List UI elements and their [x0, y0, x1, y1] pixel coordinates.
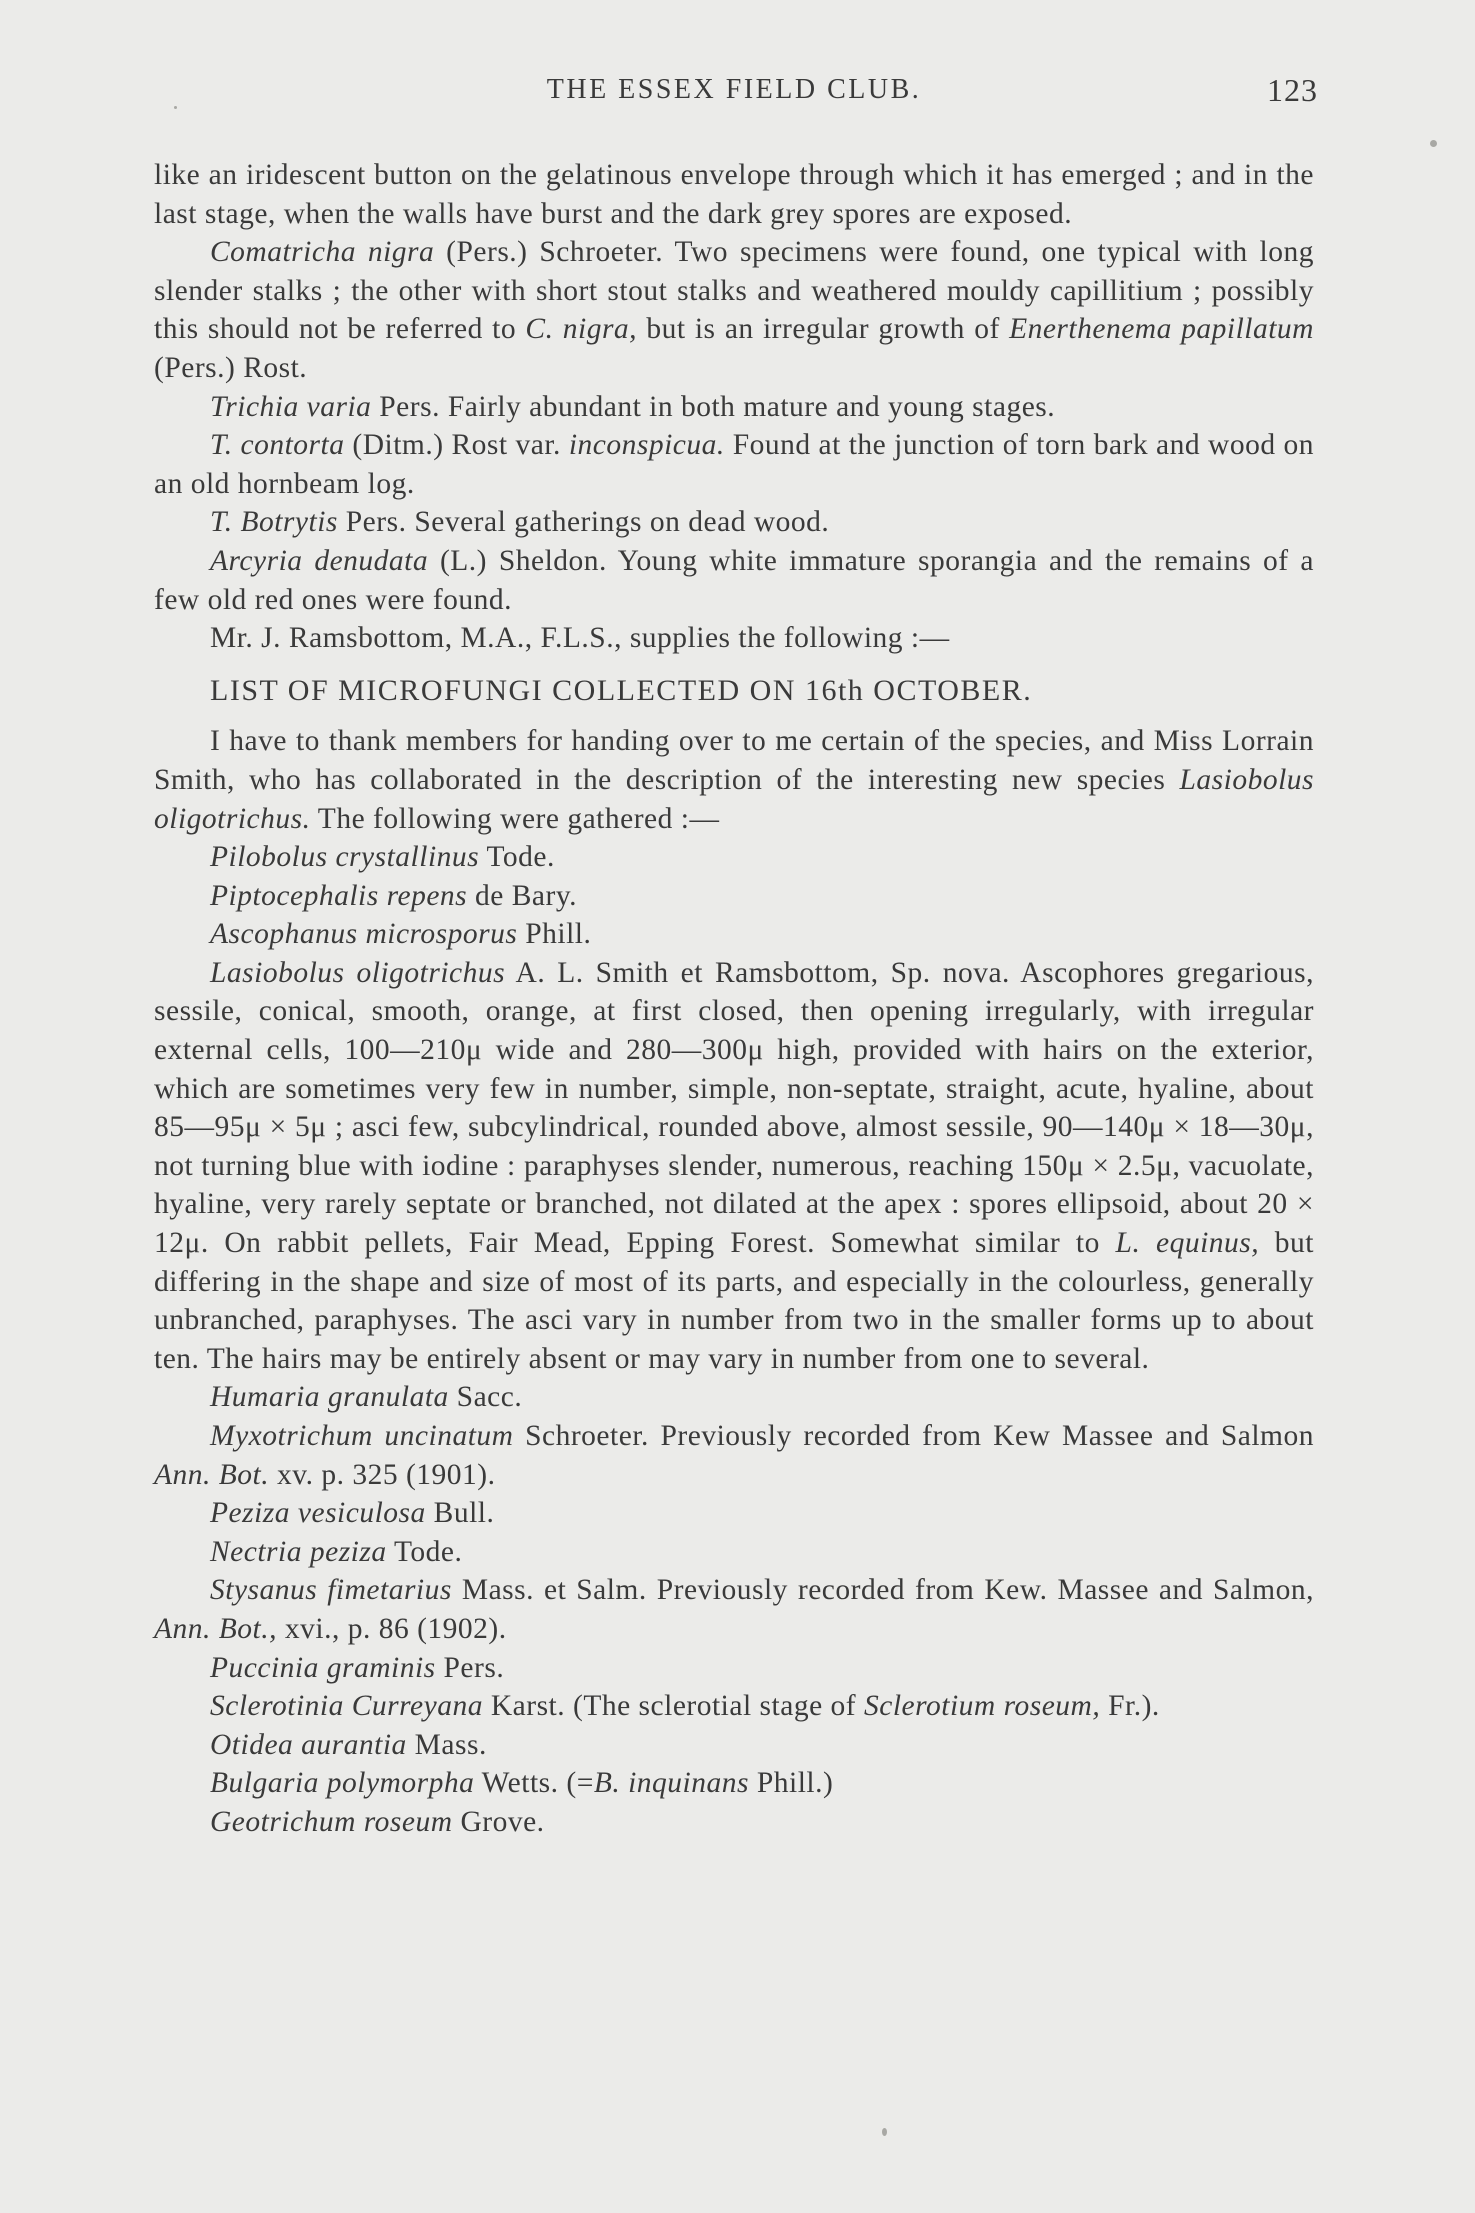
paragraph-text: like an iridescent button on the gelatinous envelope through which it has emerged ; and in the last stage, when the walls have burst and the dark grey spores are exposed.	[154, 159, 1314, 230]
species-name: Geotrichum roseum	[210, 1805, 453, 1838]
paragraph-continuation	[154, 156, 1314, 233]
paragraph-text: Mr. J. Ramsbottom, M.A., F.L.S., supplies the following :—	[210, 622, 950, 655]
paper-speck	[882, 2128, 887, 2136]
paragraph-ramsbottom	[154, 619, 1314, 658]
species-bulgaria	[154, 1764, 1314, 1803]
species-name: inconspicua.	[568, 429, 725, 462]
species-text: A. L. Smith et Ramsbottom, Sp. nova. Ascophores gregarious, sessile, conical, smooth, orange, at first closed, then opening irregularly, with irregular external cells, 100—210μ wide and 280—300μ high, provided with hairs on the exterior, which are sometimes very few in number, simple, non-septate, straight, acute, hyaline, about 85—95μ × 5μ ; asci few, subcylindrical, rounded above, almost sessile, 90—140μ × 18—30μ, not turning blue with iodine : paraphyses slender, numerous, reaching 150μ × 2.5μ, vacuolate, hyaline, very rarely septate or branched, not dilated at the apex : spores ellipsoid, about 20 × 12μ. On rabbit pellets, Fair Mead, Epping Forest. Somewhat similar to	[154, 956, 1314, 1260]
species-comatricha-nigra	[154, 233, 1314, 387]
species-name: Sclerotium roseum,	[863, 1690, 1101, 1723]
species-name: Ascophanus microsporus	[210, 918, 518, 951]
species-peziza	[154, 1494, 1314, 1533]
species-puccinia	[154, 1649, 1314, 1688]
species-name: Piptocephalis repens	[210, 879, 468, 912]
species-text: xv. p. 325 (1901).	[269, 1458, 496, 1491]
species-authority: Phill.	[517, 918, 592, 951]
species-humaria	[154, 1378, 1314, 1417]
page-header	[150, 70, 1318, 112]
species-authority: Pers.	[435, 1651, 505, 1684]
species-authority: Grove.	[452, 1805, 545, 1838]
species-name: Nectria peziza	[210, 1535, 387, 1568]
species-name: L. equinus,	[1115, 1227, 1260, 1260]
species-myxotrichum	[154, 1417, 1314, 1494]
species-name: Otidea aurantia	[210, 1728, 407, 1761]
species-name: Puccinia graminis	[210, 1651, 436, 1684]
species-name: Bulgaria polymorpha	[210, 1767, 475, 1800]
paragraph-text: I have to thank members for handing over to me certain of the species, and Miss Lorrain Smith, who has collaborated in the description of the interesting new species	[154, 725, 1314, 796]
species-name: Trichia varia	[210, 390, 372, 423]
page-number: 123	[1267, 72, 1318, 108]
species-sclerotinia	[154, 1687, 1314, 1726]
paper-speck	[174, 106, 177, 109]
species-authority: Sacc.	[448, 1381, 523, 1414]
species-lasiobolus-description	[154, 954, 1314, 1379]
species-authority: Phill.)	[749, 1767, 834, 1800]
species-name: Comatricha nigra	[210, 236, 435, 269]
section-heading: LIST OF MICROFUNGI COLLECTED ON 16th OCTOBER.	[210, 673, 1033, 707]
species-name: B. inquinans	[593, 1767, 749, 1800]
species-name: Lasiobolus oligotrichus	[210, 956, 506, 989]
species-name: C. nigra,	[525, 313, 638, 346]
species-text: (L.) Sheldon. Young white immature sporangia and the remains of a few old red ones were found.	[154, 544, 1315, 616]
species-text: but is an irregular growth of	[637, 313, 1010, 346]
species-text: Fr.).	[1100, 1690, 1160, 1723]
species-text: Pers. Several gatherings on dead wood.	[337, 506, 830, 539]
species-trichia-varia	[154, 388, 1314, 427]
species-name: T. contorta	[210, 429, 345, 462]
species-stysanus	[154, 1571, 1314, 1648]
species-text: (Ditm.) Rost var.	[344, 429, 569, 462]
species-text: Karst. (The sclerotial stage of	[482, 1690, 864, 1723]
species-name: Humaria granulata	[210, 1381, 449, 1414]
species-text: (Pers.) Rost.	[154, 351, 308, 384]
species-authority: Mass.	[406, 1728, 487, 1761]
journal-name: Ann. Bot.	[154, 1458, 270, 1491]
species-name: Arcyria denudata	[210, 544, 429, 577]
running-title: THE ESSEX FIELD CLUB.	[546, 74, 922, 105]
species-text: Found at the junction of torn bark and wood on an old hornbeam log.	[154, 429, 1315, 500]
species-name: Lasiobolus oligotrichus.	[154, 763, 1314, 835]
species-name: T. Botrytis	[210, 506, 338, 539]
paragraph-acknowledgement	[154, 722, 1314, 838]
species-trichia-botrytis	[154, 503, 1314, 542]
species-text: xvi., p. 86 (1902).	[277, 1612, 507, 1645]
species-text: but differing in the shape and size of most of its parts, and especially in the colourless, generally unbranched, paraphyses. The asci vary in number from two in the smaller forms up to about ten. The hairs may be entirely absent or may vary in number from one to several.	[154, 1227, 1314, 1375]
species-authority: Tode.	[479, 841, 555, 874]
species-otidea	[154, 1726, 1314, 1765]
species-trichia-contorta	[154, 426, 1314, 503]
body-text	[154, 156, 1314, 1842]
species-authority: de Bary.	[467, 879, 578, 912]
species-text: Pers. Fairly abundant in both mature and young stages.	[371, 390, 1056, 423]
species-text: Schroeter. Previously recorded from Kew Massee and Salmon	[513, 1420, 1314, 1452]
species-name: Sclerotinia Curreyana	[210, 1690, 483, 1723]
species-authority: Bull.	[425, 1497, 495, 1530]
species-authority: Tode.	[386, 1535, 463, 1568]
species-name: Enerthenema papillatum	[1009, 313, 1314, 346]
species-authority: Wetts. (=	[474, 1767, 594, 1800]
journal-name: Ann. Bot.,	[154, 1612, 277, 1645]
species-nectria	[154, 1533, 1314, 1572]
paper-speck	[1430, 140, 1437, 147]
species-pilobolus	[154, 838, 1314, 877]
species-name: Myxotrichum uncinatum	[210, 1420, 514, 1452]
species-geotrichum	[154, 1803, 1314, 1842]
species-name: Stysanus fimetarius	[210, 1574, 452, 1607]
species-text: Mass. et Salm. Previously recorded from Kew. Massee and Salmon,	[451, 1574, 1314, 1607]
paragraph-text: The following were gathered :—	[310, 802, 720, 835]
species-arcyria-denudata	[154, 542, 1314, 619]
species-piptocephalis	[154, 877, 1314, 916]
species-text: (Pers.) Schroeter. Two specimens were found, one typical with long slender stalks ; the other with short stout stalks and weathered mouldy capillitium ; possibly this should not be referred to	[154, 236, 1315, 346]
species-name: Pilobolus crystallinus	[210, 841, 480, 874]
species-ascophanus	[154, 915, 1314, 954]
species-name: Peziza vesiculosa	[210, 1497, 426, 1530]
